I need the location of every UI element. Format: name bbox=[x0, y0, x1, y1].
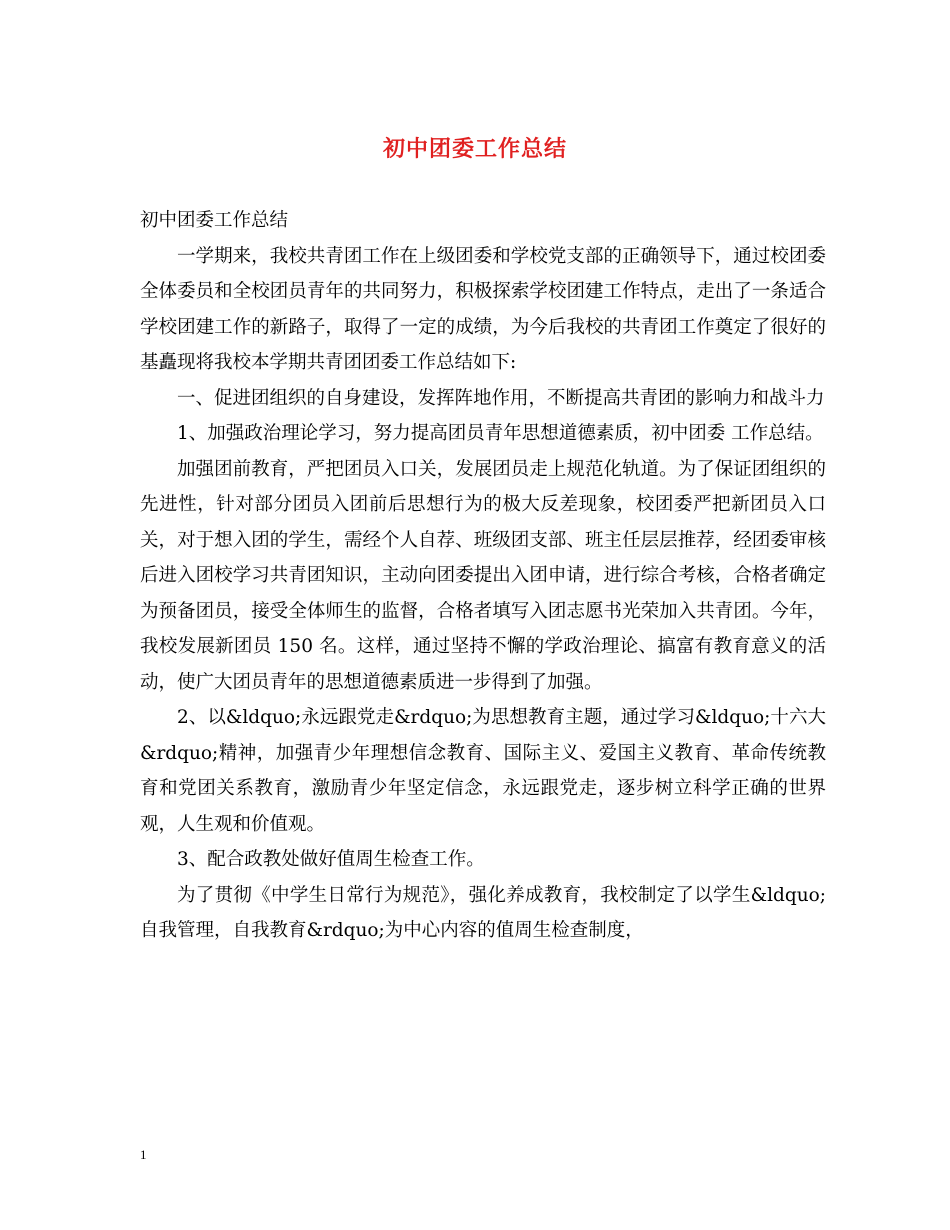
page-number: 1 bbox=[140, 1147, 147, 1162]
paragraph-item-1: 1、加强政治理论学习，努力提高团员青年思想道德素质，初中团委 工作总结。 bbox=[177, 423, 824, 444]
paragraph-intro: 一学期来，我校共青团工作在上级团委和学校党支部的正确领导下，通过校团委全体委员和全校团员青年的共同努力，积极探索学校团建工作特点，走出了一条适合学校团建工作的新路子，取得了一定的成绩，为今后我校的共青团工作奠定了很好的基矗现将我校本学期共青团团委工作总结如下: bbox=[140, 245, 826, 373]
document-body bbox=[140, 203, 826, 949]
document-title: 初中团委工作总结 bbox=[382, 136, 567, 162]
paragraph-item-2: 2、以&ldquo;永远跟党走&rdquo;为思想教育主题，通过学习&ldquo;十六大&rdquo;精神，加强青少年理想信念教育、国际主义、爱国主义教育、革命传统教育和党团关系教育，激励青少年坚定信念，永远跟党走，逐步树立科学正确的世界观，人生观和价值观。 bbox=[140, 707, 826, 835]
paragraph-item-3: 3、配合政教处做好值周生检查工作。 bbox=[177, 849, 485, 870]
paragraph-admission: 加强团前教育，严把团员入口关，发展团员走上规范化轨道。为了保证团组织的先进性，针对部分团员入团前后思想行为的极大反差现象，校团委严把新团员入口关，对于想入团的学生，需经个人自荐、班级团支部、班主任层层推荐，经团委审核后进入团校学习共青团知识，主动向团委提出入团申请，进行综合考核，合格者确定为预备团员，接受全体师生的监督，合格者填写入团志愿书光荣加入共青团。今年，我校发展新团员 150 名。这样，通过坚持不懈的学政治理论、搞富有教育意义的活动，使广大团员青年的思想道德素质进一步得到了加强。 bbox=[140, 458, 826, 693]
paragraph-duty-check: 为了贯彻《中学生日常行为规范》，强化养成教育，我校制定了以学生&ldquo;自我管理，自我教育&rdquo;为中心内容的值周生检查制度， bbox=[140, 884, 826, 941]
paragraph-section-heading: 一、促进团组织的自身建设，发挥阵地作用，不断提高共青团的影响力和战斗力 bbox=[177, 387, 825, 409]
paragraph-subtitle: 初中团委工作总结 bbox=[140, 210, 289, 231]
